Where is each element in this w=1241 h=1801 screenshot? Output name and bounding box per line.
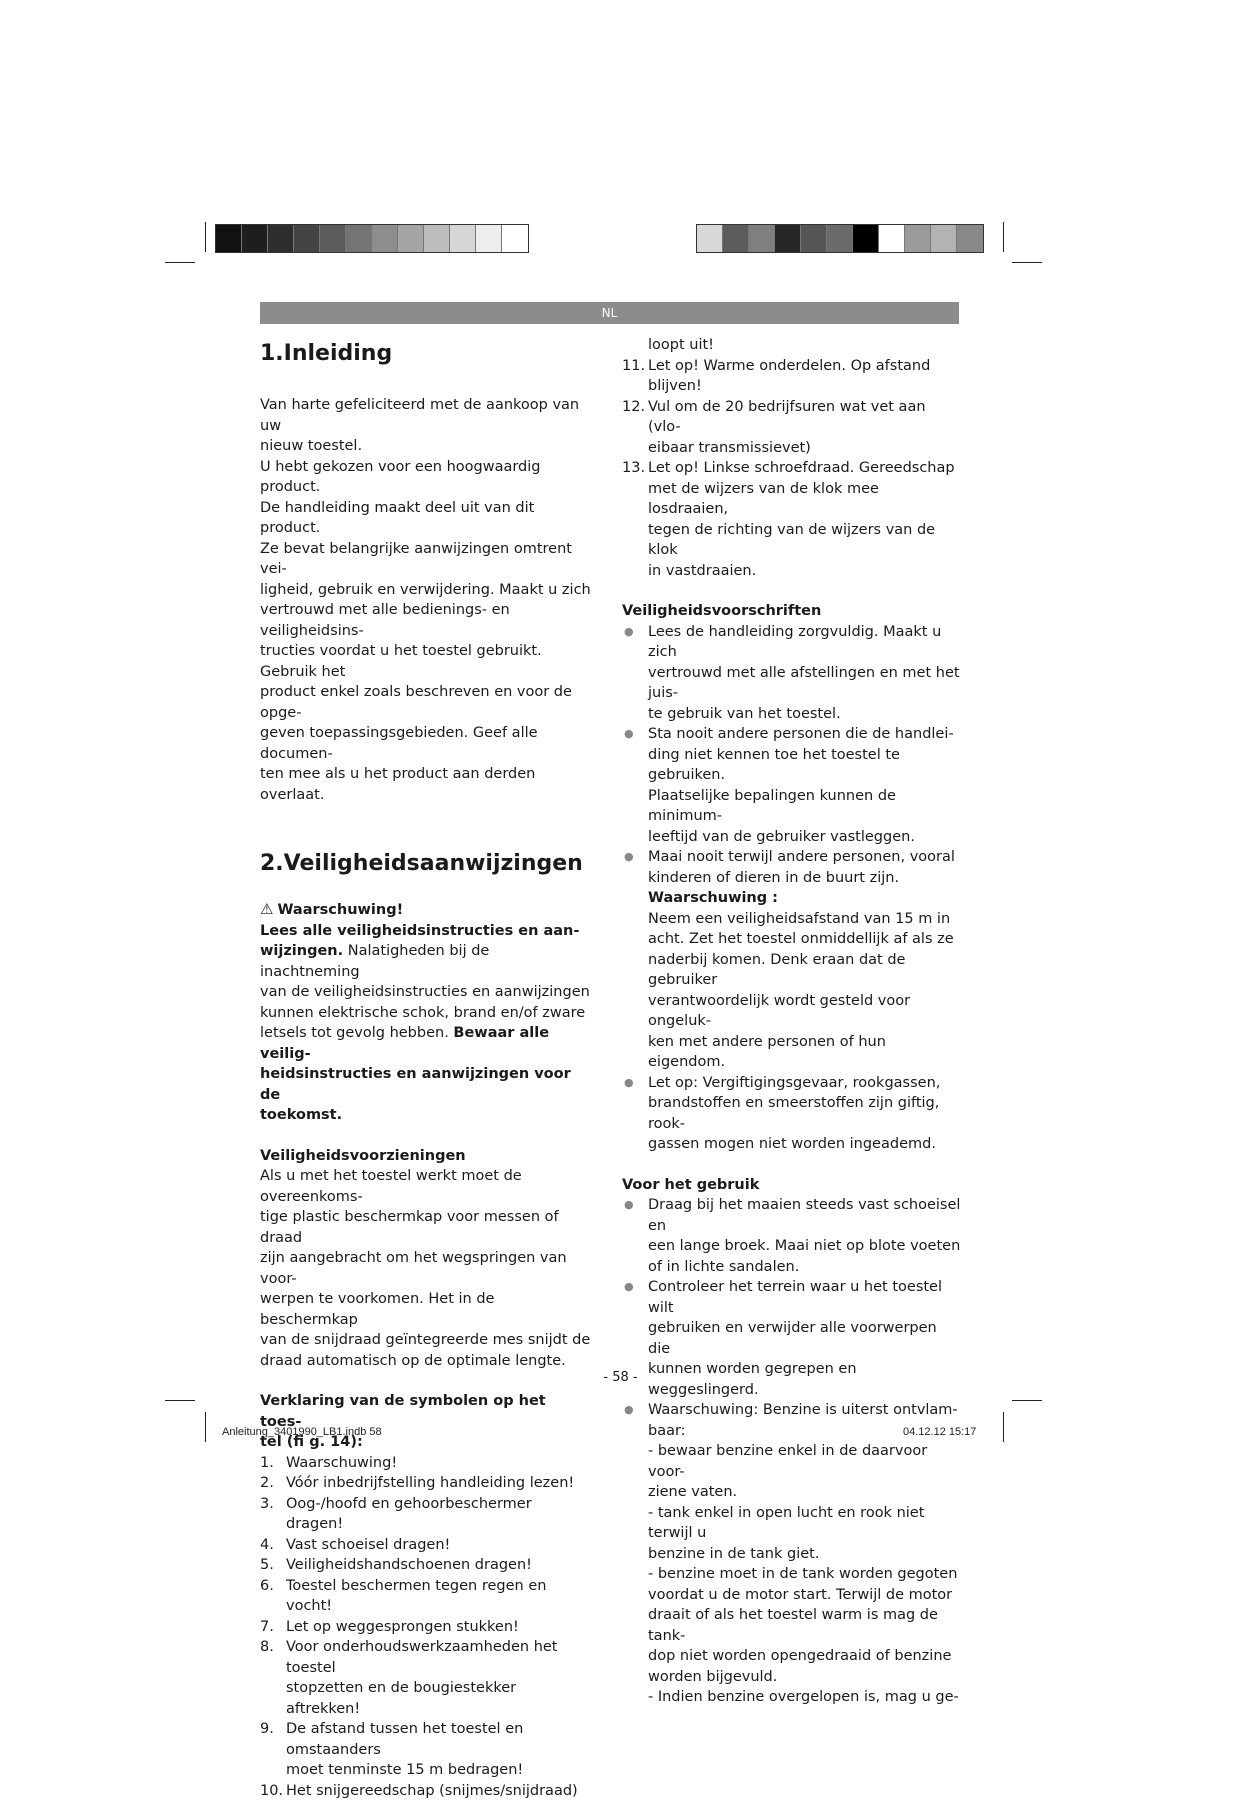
warning-bold-line: Lees alle veiligheidsinstructies en aan- [260, 921, 592, 942]
list-item [622, 622, 962, 725]
crop-mark [1012, 262, 1042, 263]
voorschriften-warning-line: ken met andere personen of hun eigendom. [648, 1032, 962, 1073]
warning-text: van de veiligheidsinstructies en aanwijzingen [260, 982, 592, 1003]
list-item-text: - tank enkel in open lucht en rook niet terwijl u [648, 1503, 962, 1544]
intro-line: ten mee als u het product aan derden overlaat. [260, 764, 592, 805]
color-swatch [775, 225, 801, 252]
section-title-veiligheidsaanwijzingen: 2.Veiligheidsaanwijzingen [260, 845, 592, 883]
heading-voor-het-gebruik: Voor het gebruik [622, 1175, 962, 1196]
symbol-text: Oog-/hoofd en gehoorbeschermer dragen! [286, 1494, 592, 1535]
intro-line: U hebt gekozen voor een hoogwaardig product. [260, 457, 592, 498]
symbol-item [260, 1617, 592, 1638]
list-item-text: voordat u de motor start. Terwijl de motor [648, 1585, 962, 1606]
heading-symbolen-line: tel (fi g. 14): [260, 1432, 592, 1453]
left-column [260, 335, 592, 1801]
list-item [622, 1073, 962, 1155]
color-swatch [242, 225, 268, 252]
warning-heading: Waarschuwing! [277, 902, 403, 918]
symbol-number: 13. [622, 458, 645, 479]
color-swatch [853, 225, 879, 252]
list-item-text: brandstoffen en smeerstoffen zijn giftig, rook- [648, 1093, 962, 1134]
intro-line: vertrouwd met alle bedienings- en veiligheidsins- [260, 600, 592, 641]
symbol-item [260, 1637, 592, 1719]
symbol-number: 2. [260, 1473, 274, 1494]
list-item-text: ● Maai nooit terwijl andere personen, vooral [648, 847, 962, 868]
symbol-number: 9. [260, 1719, 274, 1740]
list-item-text: draait of als het toestel warm is mag de tank- [648, 1605, 962, 1646]
list-item-text: Plaatselijke bepalingen kunnen de minimum- [648, 786, 962, 827]
color-swatch [801, 225, 827, 252]
list-item-text: gebruiken en verwijder alle voorwerpen die [648, 1318, 962, 1359]
list-item-text: te gebruik van het toestel. [648, 704, 962, 725]
list-item-text: - benzine moet in de tank worden gegoten [648, 1564, 962, 1585]
symbol-text: eibaar transmissievet) [648, 438, 962, 459]
color-swatch [502, 225, 528, 252]
list-item-text: een lange broek. Maai niet op blote voeten [648, 1236, 962, 1257]
list-item [622, 847, 962, 888]
crop-mark [205, 1412, 206, 1442]
symbol-text: Voor onderhoudswerkzaamheden het toestel [286, 1637, 592, 1678]
color-swatch [268, 225, 294, 252]
color-calibration-bar-left [215, 224, 529, 253]
list-item-text: ● Controleer het terrein waar u het toestel wilt [648, 1277, 962, 1318]
color-swatch [879, 225, 905, 252]
crop-mark [205, 222, 206, 252]
voorschriften-warning-heading: Waarschuwing : [648, 888, 962, 909]
intro-line: nieuw toestel. [260, 436, 592, 457]
symbol-item [260, 1719, 592, 1781]
symbol-text: stopzetten en de bougiestekker aftrekken! [286, 1678, 592, 1719]
color-swatch [372, 225, 398, 252]
voorzieningen-line: tige plastic beschermkap voor messen of draad [260, 1207, 592, 1248]
color-swatch [957, 225, 983, 252]
color-swatch [398, 225, 424, 252]
list-item-text: ● Sta nooit andere personen die de handlei- [648, 724, 962, 745]
intro-line: ligheid, gebruik en verwijdering. Maakt u zich [260, 580, 592, 601]
warning-bold-line: heidsinstructies en aanwijzingen voor de [260, 1064, 592, 1105]
warning-bold-inline: Bewaar alle veilig- [260, 1025, 549, 1062]
symbol-number: 7. [260, 1617, 274, 1638]
language-header-bar [260, 302, 959, 324]
right-column [622, 335, 962, 1708]
voorzieningen-line: werpen te voorkomen. Het in de beschermkap [260, 1289, 592, 1330]
list-item-text: benzine in de tank giet. [648, 1544, 962, 1565]
language-code: NL [602, 306, 618, 320]
symbol-text: tegen de richting van de wijzers van de klok [648, 520, 962, 561]
color-swatch [216, 225, 242, 252]
symbol-text: met de wijzers van de klok mee losdraaien, [648, 479, 962, 520]
symbol-text: Het snijgereedschap (snijmes/snijdraad) [286, 1781, 592, 1801]
page-number: - 58 - [0, 1370, 1241, 1385]
intro-line: tructies voordat u het toestel gebruikt. Gebruik het [260, 641, 592, 682]
heading-symbolen-line: Verklaring van de symbolen op het toes- [260, 1391, 592, 1432]
list-item-text: ● Let op: Vergiftigingsgevaar, rookgassen, [648, 1073, 962, 1094]
symbol-text: Vul om de 20 bedrijfsuren wat vet aan (vlo- [648, 397, 962, 438]
color-calibration-bar-right [696, 224, 984, 253]
intro-line: De handleiding maakt deel uit van dit product. [260, 498, 592, 539]
symbol-item [260, 1453, 592, 1474]
symbol-item [260, 1576, 592, 1617]
color-swatch [346, 225, 372, 252]
color-swatch [424, 225, 450, 252]
intro-line: geven toepassingsgebieden. Geef alle documen- [260, 723, 592, 764]
intro-line: Ze bevat belangrijke aanwijzingen omtrent vei- [260, 539, 592, 580]
list-item-text: - Indien benzine overgelopen is, mag u ge- [648, 1687, 962, 1708]
symbol-item [260, 1473, 592, 1494]
list-item-text: kinderen of dieren in de buurt zijn. [648, 868, 962, 889]
color-swatch [294, 225, 320, 252]
warning-block [260, 899, 592, 1126]
list-item-text: ziene vaten. [648, 1482, 962, 1503]
color-swatch [723, 225, 749, 252]
crop-mark [165, 1400, 195, 1401]
symbol-text: moet tenminste 15 m bedragen! [286, 1760, 592, 1781]
list-item-text: vertrouwd met alle afstellingen en met het juis- [648, 663, 962, 704]
crop-mark [165, 262, 195, 263]
voorschriften-warning-line: verantwoordelijk wordt gesteld voor ongeluk- [648, 991, 962, 1032]
voorschriften-warning-line: naderbij komen. Denk eraan dat de gebruiker [648, 950, 962, 991]
symbol-text: Toestel beschermen tegen regen en vocht! [286, 1576, 592, 1617]
color-swatch [697, 225, 723, 252]
intro-line: product enkel zoals beschreven en voor de opge- [260, 682, 592, 723]
symbol-number: 3. [260, 1494, 274, 1515]
crop-mark [1003, 1412, 1004, 1442]
symbol-text: Veiligheidshandschoenen dragen! [286, 1555, 592, 1576]
color-swatch [450, 225, 476, 252]
section-title-inleiding: 1.Inleiding [260, 335, 592, 373]
warning-text: kunnen elektrische schok, brand en/of zware [260, 1003, 592, 1024]
list-item-text: leeftijd van de gebruiker vastleggen. [648, 827, 962, 848]
symbol-number: 8. [260, 1637, 274, 1658]
heading-veiligheidsvoorzieningen: Veiligheidsvoorzieningen [260, 1146, 592, 1167]
print-date-slug: 04.12.12 15:17 [903, 1426, 976, 1438]
list-item [622, 1195, 962, 1277]
list-item [622, 724, 962, 847]
voorschriften-list-extra [622, 1073, 962, 1155]
symbol-text: Let op! Warme onderdelen. Op afstand blijven! [648, 356, 962, 397]
intro-line: Van harte gefeliciteerd met de aankoop van uw [260, 395, 592, 436]
crop-mark [1012, 1400, 1042, 1401]
warning-triangle-icon: ⚠ [260, 899, 273, 920]
crop-mark [1003, 222, 1004, 252]
list-continuation: loopt uit! [622, 335, 962, 356]
symbol-item [622, 397, 962, 459]
symbol-text: Vóór inbedrijfstelling handleiding lezen! [286, 1473, 592, 1494]
color-swatch [827, 225, 853, 252]
voorschriften-warning-line: Neem een veiligheidsafstand van 15 m in [648, 909, 962, 930]
warning-text: Nalatigheden bij de inachtneming [260, 943, 489, 980]
list-item-text: - bewaar benzine enkel in de daarvoor voor- [648, 1441, 962, 1482]
symbol-number: 12. [622, 397, 645, 418]
color-swatch [320, 225, 346, 252]
list-item-text: ding niet kennen toe het toestel te gebruiken. [648, 745, 962, 786]
voorzieningen-line: Als u met het toestel werkt moet de overeenkoms- [260, 1166, 592, 1207]
symbol-text: Vast schoeisel dragen! [286, 1535, 592, 1556]
symbol-text: Let op weggesprongen stukken! [286, 1617, 592, 1638]
intro-paragraph [260, 395, 592, 805]
list-item-text: gassen mogen niet worden ingeademd. [648, 1134, 962, 1155]
warning-bold-line: toekomst. [260, 1105, 592, 1126]
list-item-text: worden bijgevuld. [648, 1667, 962, 1688]
list-item-text: baar: [648, 1421, 962, 1442]
symbol-text: De afstand tussen het toestel en omstaanders [286, 1719, 592, 1760]
heading-veiligheidsvoorschriften: Veiligheidsvoorschriften [622, 601, 962, 622]
color-swatch [476, 225, 502, 252]
list-item-text: kunnen worden gegrepen en weggeslingerd. [648, 1359, 962, 1400]
symbol-item [260, 1494, 592, 1535]
list-item-text: ● Draag bij het maaien steeds vast schoeisel en [648, 1195, 962, 1236]
symbol-text: Waarschuwing! [286, 1453, 592, 1474]
voorschriften-list [622, 622, 962, 889]
symbol-number: 6. [260, 1576, 274, 1597]
voorzieningen-line: zijn aangebracht om het wegspringen van voor- [260, 1248, 592, 1289]
color-swatch [931, 225, 957, 252]
voorzieningen-paragraph [260, 1166, 592, 1371]
symbols-list [260, 1453, 592, 1801]
symbol-text: in vastdraaien. [648, 561, 962, 582]
warning-bold-inline: wijzingen. [260, 943, 343, 959]
symbol-number: 1. [260, 1453, 274, 1474]
symbol-item [622, 356, 962, 397]
color-swatch [749, 225, 775, 252]
voorschriften-warning [622, 888, 962, 1073]
list-item-text: ● Lees de handleiding zorgvuldig. Maakt u zich [648, 622, 962, 663]
list-item-text: ● Waarschuwing: Benzine is uiterst ontvlam- [648, 1400, 962, 1421]
list-item-text: of in lichte sandalen. [648, 1257, 962, 1278]
list-item [622, 1400, 962, 1708]
symbol-number: 4. [260, 1535, 274, 1556]
symbol-item [622, 458, 962, 581]
voor-gebruik-list [622, 1195, 962, 1708]
symbol-item [260, 1555, 592, 1576]
symbols-list-continued [622, 356, 962, 582]
voorschriften-warning-line: acht. Zet het toestel onmiddellijk af als ze [648, 929, 962, 950]
color-swatch [905, 225, 931, 252]
symbol-item [260, 1535, 592, 1556]
symbol-number: 10. [260, 1781, 283, 1801]
heading-symbolen [260, 1391, 592, 1453]
file-slug: Anleitung_3401990_LB1.indb 58 [222, 1426, 382, 1438]
symbol-number: 5. [260, 1555, 274, 1576]
symbol-text: Let op! Linkse schroefdraad. Gereedschap [648, 458, 962, 479]
symbol-item [260, 1781, 592, 1801]
list-item-text: dop niet worden opengedraaid of benzine [648, 1646, 962, 1667]
warning-text: letsels tot gevolg hebben. [260, 1025, 453, 1041]
voorzieningen-line: van de snijdraad geïntegreerde mes snijdt de [260, 1330, 592, 1351]
voorzieningen-line: draad automatisch op de optimale lengte. [260, 1351, 592, 1372]
symbol-number: 11. [622, 356, 645, 377]
